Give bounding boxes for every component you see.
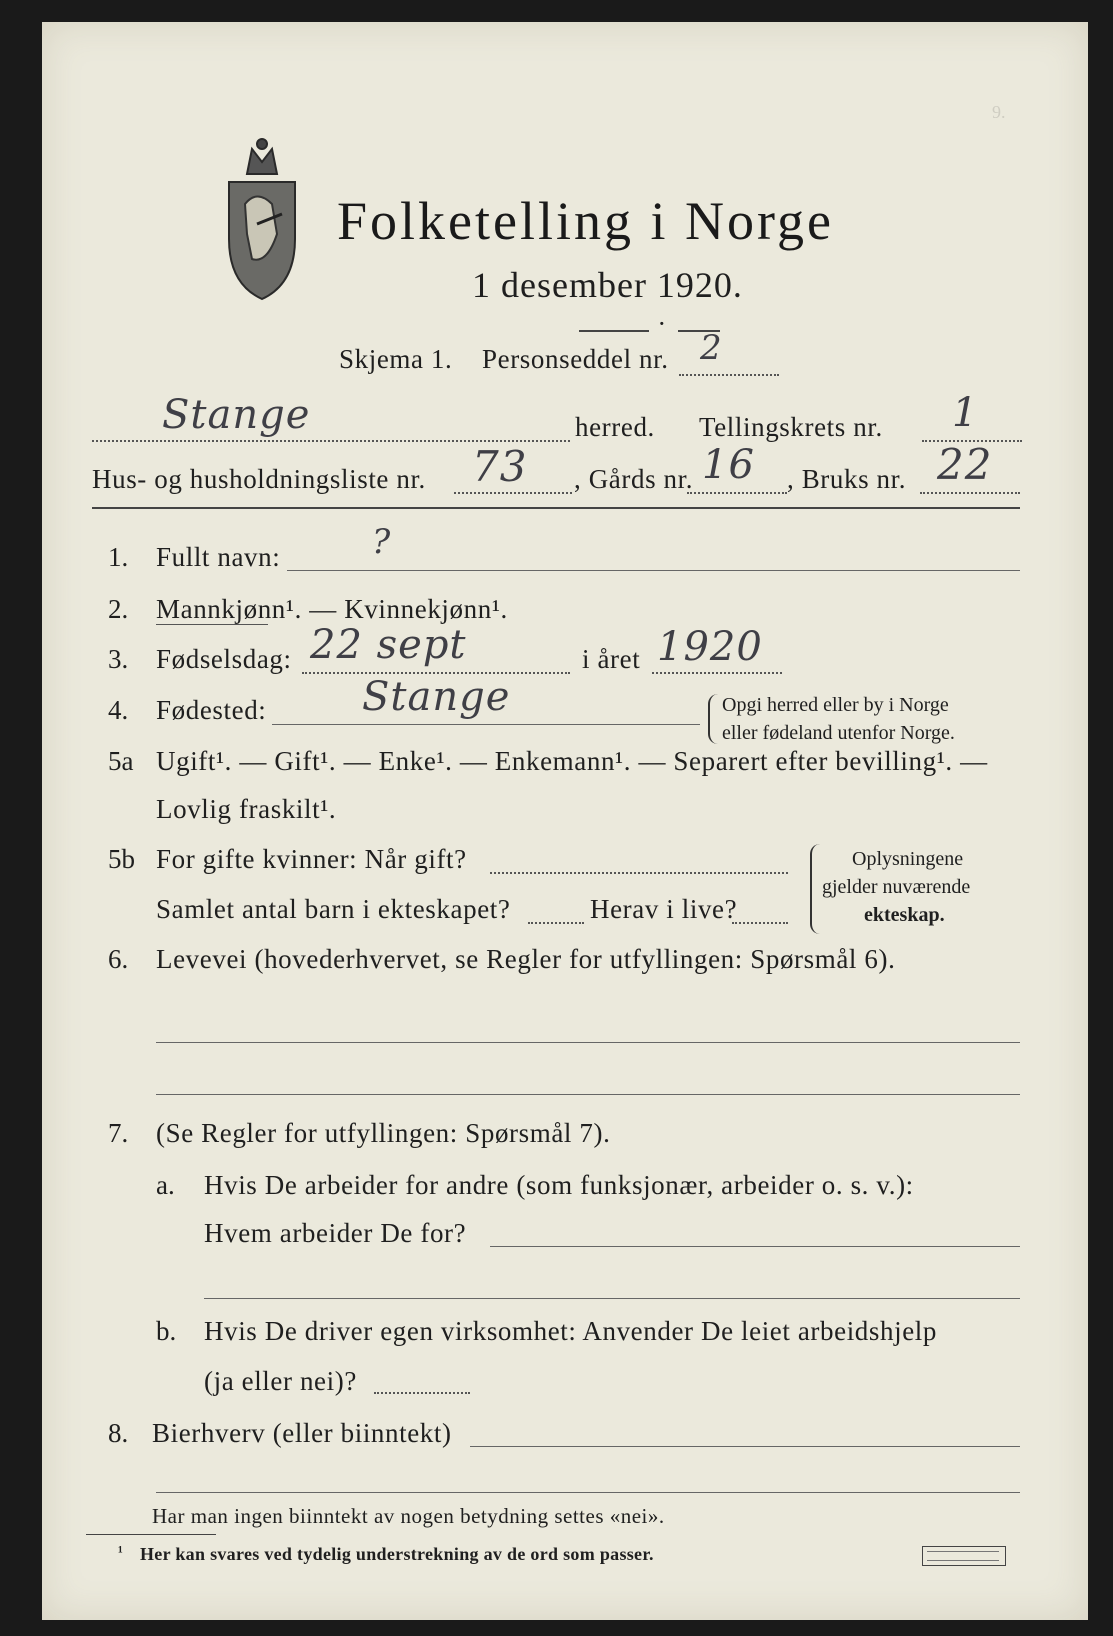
q3-label: Fødselsdag:: [156, 644, 292, 674]
q3-year-line: [652, 672, 782, 674]
divider: [579, 330, 649, 332]
bruks-value[interactable]: 22: [937, 440, 993, 489]
q8-note: Har man ingen biinntekt av nogen betydning settes «nei».: [152, 1504, 665, 1528]
q8-label: Bierhverv (eller biinntekt): [152, 1418, 452, 1448]
q2-label: Mannkjønn¹. — Kvinnekjønn¹.: [156, 594, 508, 624]
q4-brace: [708, 694, 718, 744]
q6-label: Levevei (hovederhvervet, se Regler for utfyllingen: Spørsmål 6).: [156, 944, 896, 974]
hus-value[interactable]: 73: [472, 442, 528, 491]
herred-label: herred.: [575, 412, 655, 442]
q4-value[interactable]: Stange: [362, 674, 511, 720]
q3-value[interactable]: 22 sept: [310, 622, 467, 668]
q3-year-value[interactable]: 1920: [657, 624, 763, 670]
q8-number: 8.: [108, 1418, 129, 1448]
q7-label: (Se Regler for utfyllingen: Spørsmål 7).: [156, 1118, 611, 1148]
q7b-label-1: Hvis De driver egen virksomhet: Anvender De leiet arbeidshjelp: [204, 1316, 937, 1346]
q3-number: 3.: [108, 644, 129, 674]
q5a-label-1: Ugift¹. — Gift¹. — Enke¹. — Enkemann¹. — Separert efter bevilling¹. —: [156, 746, 988, 776]
q5b-married-line: [490, 872, 788, 874]
q7a-label-1: Hvis De arbeider for andre (som funksjonær, arbeider o. s. v.):: [204, 1170, 914, 1200]
q4-line: [272, 724, 700, 725]
bleed-through-text: 9.: [992, 102, 1006, 122]
printer-stamp-icon: [922, 1546, 1006, 1566]
coat-of-arms-icon: [217, 134, 307, 304]
q5a-number: 5a: [108, 746, 134, 776]
gards-line: [687, 492, 787, 494]
tellingskrets-label: Tellingskrets nr.: [699, 412, 883, 442]
footnote-marker: ¹: [118, 1544, 123, 1561]
q5b-note-2: gjelder nuværende: [822, 876, 971, 898]
census-date: 1 desember 1920.: [472, 265, 743, 305]
q4-note-1: Opgi herred eller by i Norge: [722, 694, 949, 716]
q1-value[interactable]: ?: [372, 522, 392, 562]
q5b-label-3: Herav i live?: [590, 894, 738, 924]
q6-line-2: [156, 1094, 1020, 1095]
bruks-label: , Bruks nr.: [787, 464, 907, 494]
q8-line-2: [156, 1492, 1020, 1493]
personseddel-label: Personseddel nr.: [482, 344, 669, 374]
section-divider: [92, 507, 1020, 509]
q4-note-2: eller fødeland utenfor Norge.: [722, 722, 955, 744]
q7a-label-2: Hvem arbeider De for?: [204, 1218, 467, 1248]
q1-number: 1.: [108, 542, 129, 572]
q7b-line: [374, 1392, 470, 1394]
q7a-letter: a.: [156, 1170, 175, 1200]
q4-number: 4.: [108, 695, 129, 725]
q5b-note-3: ekteskap.: [864, 904, 945, 926]
q5b-label-1: For gifte kvinner: Når gift?: [156, 844, 467, 874]
q4-label: Fødested:: [156, 695, 267, 725]
footnote-divider: [86, 1534, 216, 1535]
q6-line-1: [156, 1042, 1020, 1043]
schema-label: Skjema 1.: [339, 344, 453, 374]
gards-value[interactable]: 16: [702, 442, 755, 488]
q5b-brace: [810, 844, 820, 934]
q5b-number: 5b: [108, 844, 135, 874]
q7a-line-1: [490, 1246, 1020, 1247]
q5b-label-2: Samlet antal barn i ekteskapet?: [156, 894, 511, 924]
personseddel-line: [679, 374, 779, 376]
q2-number: 2.: [108, 594, 129, 624]
personseddel-value[interactable]: 2: [700, 328, 723, 368]
q3-year-label: i året: [582, 644, 641, 674]
q1-line: [287, 570, 1020, 571]
q2-underline: [156, 624, 268, 625]
bruks-line: [920, 492, 1020, 494]
q5b-alive-line: [732, 922, 788, 924]
q7-number: 7.: [108, 1118, 129, 1148]
q7a-line-2: [204, 1298, 1020, 1299]
q1-label: Fullt navn:: [156, 542, 281, 572]
q5b-children-line: [528, 922, 584, 924]
q7b-label-2: (ja eller nei)?: [204, 1366, 357, 1396]
q5b-note-1: Oplysningene: [852, 848, 964, 870]
hus-label: Hus- og husholdningsliste nr.: [92, 464, 426, 494]
hus-line: [454, 492, 572, 494]
herred-value[interactable]: Stange: [162, 392, 311, 438]
q5a-label-2: Lovlig fraskilt¹.: [156, 794, 337, 824]
census-form: [42, 22, 1088, 1620]
form-title: Folketelling i Norge: [337, 191, 834, 251]
q6-number: 6.: [108, 944, 129, 974]
tellingskrets-value[interactable]: 1: [952, 390, 979, 436]
footnote-text: Her kan svares ved tydelig understrekning av de ord som passer.: [140, 1544, 654, 1564]
q7b-letter: b.: [156, 1316, 177, 1346]
q8-line-1: [470, 1446, 1020, 1447]
gards-label: , Gårds nr.: [574, 464, 694, 494]
divider-dot: ·: [658, 310, 666, 338]
